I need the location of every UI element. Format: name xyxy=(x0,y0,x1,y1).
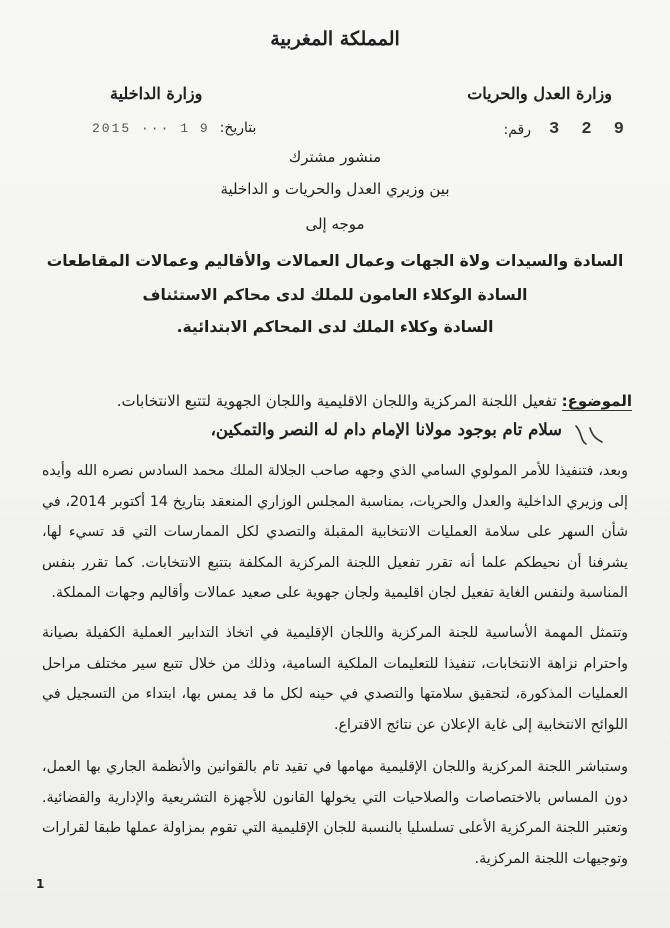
subject-label: الموضوع: xyxy=(561,392,632,410)
ministry-interior-label: وزارة الداخلية xyxy=(110,84,203,103)
date-block xyxy=(92,120,256,136)
subject-text: تفعيل اللجنة المركزية واللجان الاقليمية واللجان الجهوية لتتبع الانتخابات. xyxy=(116,392,557,410)
date-label: بتاريخ: xyxy=(219,120,257,136)
date-stamp: 2015 ··· 1 9 xyxy=(92,120,210,136)
subject-line xyxy=(32,392,632,410)
recipient-governors: السادة والسيدات ولاة الجهات وعمال العمالات والأقاليم وعمالات المقاطعات xyxy=(46,252,624,270)
body-paragraph-2: وتتمثل المهمة الأساسية للجنة المركزية واللجان الإقليمية في اتخاذ التدابير العملية الكفيلة بصيانة واحترام نزاهة الانتخابات، تنفيذا للتعليمات الملكية السامية، وذلك من خلال تتبع سير مختلف مراحل العمليات المذكورة، لتحقيق سلامتها والتصدي في حينه لكل ما قد يمس بها، ابتداء من التسجيل في اللوائح الانتخابية إلى غاية الإعلان عن نتائج الاقتراع. xyxy=(42,625,628,733)
reference-number: 3 2 9 xyxy=(548,120,630,139)
ministry-justice-label: وزارة العدل والحريات xyxy=(467,84,612,103)
body-paragraph-1: وبعد، فتنفيذا للأمر المولوي السامي الذي وجهه صاحب الجلالة الملك محمد السادس نصره الله وأيده إلى وزيري الداخلية والعدل والحريات، بمناسبة المجلس الوزاري المنعقد بتاريخ 14 أكتوبر 2014، في شأن السهر على سلامة العمليات الانتخابية المقبلة والتصدي لكل الممارسات التي قد تسيء لها، يشرفنا أن نحيطكم علما أنه تقرر تفعيل اللجنة المركزية المكلفة بتتبع الانتخابات. كما تقرر بنفس المناسبة ولنفس الغاية تفعيل لجان اقليمية ولجان جهوية على صعيد عمالات وأقاليم وجهات المملكة. xyxy=(42,463,628,601)
reference-block xyxy=(503,120,630,139)
circular-type: منشور مشترك xyxy=(288,148,382,166)
recipient-prosecutors: السادة وكلاء الملك لدى المحاكم الابتدائية. xyxy=(176,318,494,336)
recipient-prosecutors-general: السادة الوكلاء العامون للملك لدى محاكم الاستئناف xyxy=(142,286,528,304)
body-paragraph-3: وستباشر اللجنة المركزية واللجان الإقليمية مهامها في تقيد تام بالقوانين والأنظمة الجاري بها العمل، دون المساس بالاختصاصات والصلاحيات التي يخولها القانون للأجهزة التشريعية والإدارية والقضائية. وتعتبر اللجنة المركزية الأعلى تسلسليا بالنسبة للجان الإقليمية التي تقوم بمزاولة عملها طبقا لقرارات وتوجيهات اللجنة المركزية. xyxy=(42,759,628,867)
circular-parties: بين وزيري العدل والحريات و الداخلية xyxy=(220,180,450,198)
reference-label: رقم: xyxy=(503,121,531,138)
addressed-to: موجه إلى xyxy=(305,215,365,233)
kingdom-title: المملكة المغربية xyxy=(270,28,400,50)
page-number: 1 xyxy=(36,877,45,891)
handwritten-mark-icon xyxy=(572,422,608,448)
greeting: سلام تام بوجود مولانا الإمام دام له النصر والتمكين، xyxy=(210,420,562,439)
